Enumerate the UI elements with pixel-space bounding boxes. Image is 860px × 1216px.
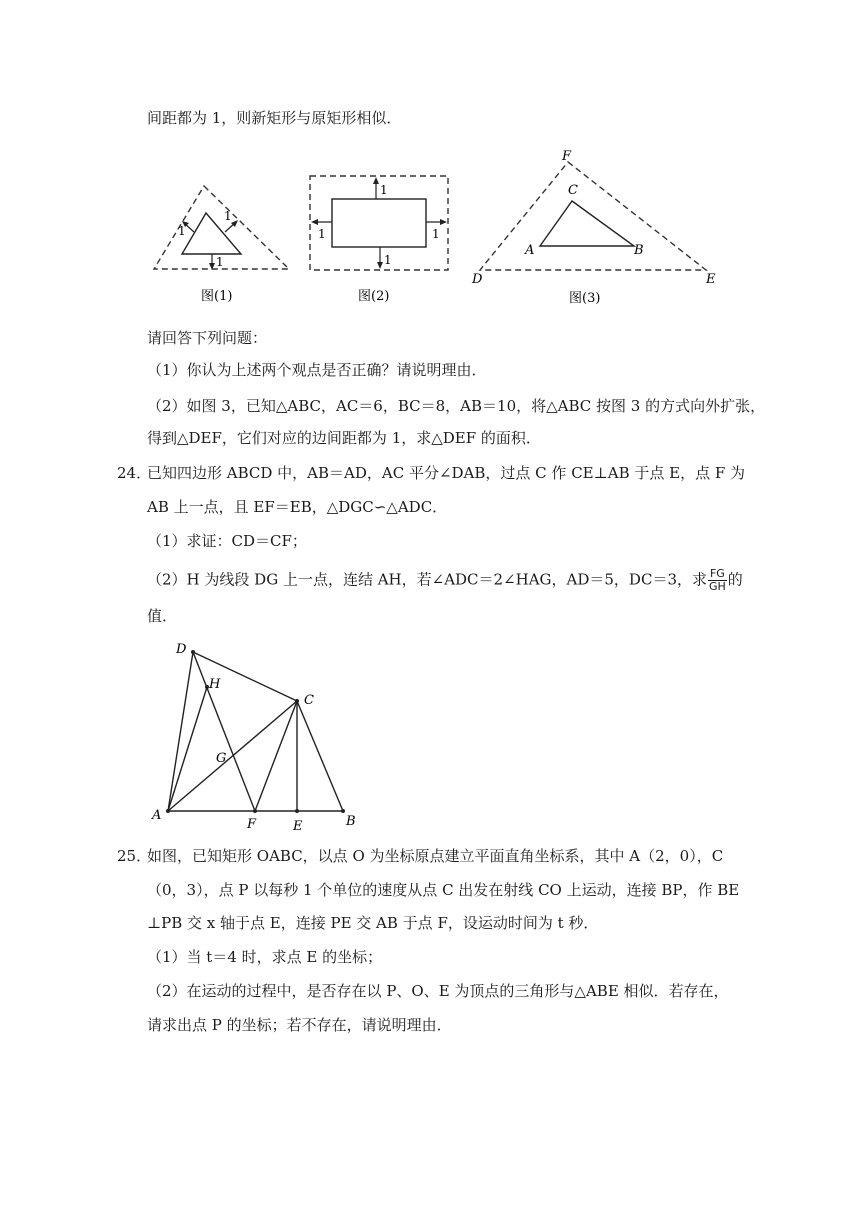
point-label-H: H bbox=[209, 677, 221, 692]
q25-number: 25． bbox=[117, 847, 152, 865]
fraction-fg-over-gh bbox=[708, 568, 727, 593]
fraction-denominator: GH bbox=[708, 580, 726, 593]
point-label-B: B bbox=[346, 814, 356, 829]
point-label-F: F bbox=[247, 817, 257, 832]
q24-part2-line2: 值． bbox=[147, 607, 178, 625]
fig2-label-bottom: 1 bbox=[384, 253, 392, 267]
fig2-label-right: 1 bbox=[432, 227, 440, 241]
q24-line2: AB 上一点，且 EF＝EB，△DGC∽△ADC． bbox=[147, 498, 448, 516]
fig2-caption: 图(2) bbox=[358, 289, 390, 304]
fig1-label-left: 1 bbox=[178, 224, 186, 238]
point-label-A: A bbox=[152, 808, 162, 823]
fig2-label-top: 1 bbox=[380, 183, 388, 197]
fig3-label-B: B bbox=[634, 243, 644, 258]
q24-part1: （1）求证：CD＝CF； bbox=[147, 532, 307, 550]
q24-number: 24． bbox=[117, 464, 152, 482]
fig1-caption: 图(1) bbox=[201, 289, 233, 304]
q25-part2-line1: （2）在运动的过程中，是否存在以 P、O、E 为顶点的三角形与△ABE 相似．若存在， bbox=[147, 982, 729, 1000]
fig1-label-bottom: 1 bbox=[216, 255, 224, 269]
q23-part2-line2: 得到△DEF，它们对应的边间距都为 1，求△DEF 的面积． bbox=[147, 429, 541, 447]
q25-part1: （1）当 t＝4 时，求点 E 的坐标； bbox=[147, 948, 383, 966]
q25-line3: ⊥PB 交 x 轴于点 E，连接 PE 交 AB 于点 F，设运动时间为 t 秒． bbox=[147, 914, 599, 932]
fig3-label-A: A bbox=[525, 243, 535, 258]
q25-line1: 如图，已知矩形 OABC，以点 O 为坐标原点建立平面直角坐标系，其中 A（2，0），C bbox=[147, 847, 724, 865]
figure-3 bbox=[466, 146, 728, 306]
q24-part2-line1: （2）H 为线段 DG 上一点，连结 AH，若∠ADC＝2∠HAG，AD＝5，DC＝3，求 bbox=[147, 570, 707, 589]
fig3-label-F: F bbox=[562, 149, 572, 164]
fig3-caption: 图(3) bbox=[569, 291, 601, 306]
fig3-label-D: D bbox=[472, 272, 483, 287]
figure-2 bbox=[306, 150, 456, 310]
q25-line2: （0，3），点 P 以每秒 1 个单位的速度从点 C 出发在射线 CO 上运动，连接 BP，作 BE bbox=[147, 881, 740, 899]
intro-continuation-text: 间距都为 1，则新矩形与原矩形相似． bbox=[147, 109, 402, 127]
q23-part1: （1）你认为上述两个观点是否正确？请说明理由． bbox=[147, 361, 487, 379]
fig3-label-E: E bbox=[706, 272, 716, 287]
fig2-label-left: 1 bbox=[318, 227, 326, 241]
point-label-E: E bbox=[293, 819, 303, 832]
fig1-label-right: 1 bbox=[224, 209, 232, 223]
q24-line1: 已知四边形 ABCD 中，AB＝AD，AC 平分∠DAB，过点 C 作 CE⊥AB 于点 E，点 F 为 bbox=[147, 464, 746, 482]
q24-geometry-figure bbox=[146, 636, 360, 832]
q24-part2-suffix: 的 bbox=[727, 570, 743, 589]
q23-prompt: 请回答下列问题： bbox=[147, 329, 268, 347]
q23-part2-line1: （2）如图 3，已知△ABC，AC＝6，BC＝8，AB＝10，将△ABC 按图 3 的方式向外扩张， bbox=[147, 397, 766, 415]
point-label-C: C bbox=[304, 693, 314, 708]
q25-part2-line2: 请求出点 P 的坐标；若不存在，请说明理由． bbox=[147, 1016, 452, 1034]
point-label-G: G bbox=[216, 751, 227, 766]
q24-part2-line1-wrap bbox=[147, 568, 743, 593]
fraction-numerator: FG bbox=[709, 567, 725, 580]
point-label-D: D bbox=[176, 642, 187, 657]
figure-1 bbox=[148, 150, 298, 310]
fig3-label-C: C bbox=[568, 183, 578, 198]
